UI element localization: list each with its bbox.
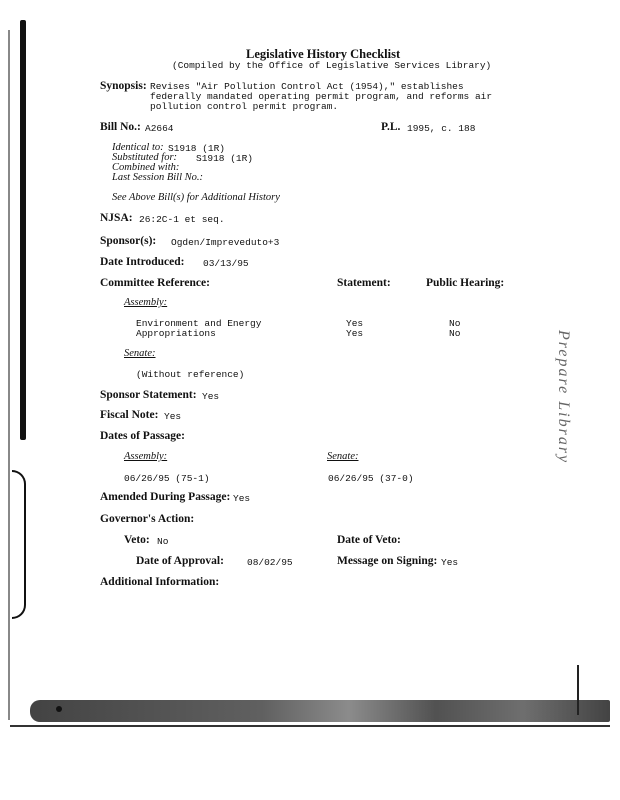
date-introduced-value: 03/13/95 <box>203 258 249 269</box>
sponsor-statement-value: Yes <box>202 391 220 402</box>
see-above-note: See Above Bill(s) for Additional History <box>112 192 280 203</box>
margin-brace <box>12 470 26 619</box>
committee-senate-value: (Without reference) <box>136 369 245 380</box>
pl-label: P.L. <box>381 121 401 133</box>
veto-value: No <box>157 536 169 547</box>
amended-value: Yes <box>233 493 251 504</box>
synopsis-line-3: pollution control permit program. <box>150 101 339 112</box>
pl-value: 1995, c. 188 <box>407 123 476 134</box>
fiscal-note-value: Yes <box>164 411 182 422</box>
statement-header: Statement: <box>337 277 391 289</box>
page-subtitle: (Compiled by the Office of Legislative Services Library) <box>172 60 492 71</box>
last-session-label: Last Session Bill No.: <box>112 172 204 183</box>
committee-reference-label: Committee Reference: <box>100 277 210 289</box>
fiscal-note-label: Fiscal Note: <box>100 409 159 421</box>
committee-row-name: Appropriations <box>136 328 216 339</box>
combined-label: Combined with: <box>112 162 180 173</box>
message-on-signing-value: Yes <box>441 557 459 568</box>
amended-label: Amended During Passage: <box>100 491 231 503</box>
scan-dot <box>56 706 62 712</box>
sponsor-statement-label: Sponsor Statement: <box>100 389 197 401</box>
committee-assembly-label: Assembly: <box>124 297 168 308</box>
binding-shadow <box>20 20 26 440</box>
additional-information-label: Additional Information: <box>100 576 220 588</box>
synopsis-label: Synopsis: <box>100 80 147 92</box>
dates-of-passage-label: Dates of Passage: <box>100 430 185 442</box>
passage-assembly-label: Assembly: <box>124 451 168 462</box>
passage-assembly-value: 06/26/95 (75-1) <box>124 473 210 484</box>
margin-handwriting: Prepare Library <box>555 330 572 465</box>
message-on-signing-label: Message on Signing: <box>337 555 438 567</box>
committee-row-statement: Yes <box>346 318 364 329</box>
scan-edge-line <box>8 30 10 720</box>
bill-no-label: Bill No.: <box>100 121 141 133</box>
synopsis-line-1: Revises "Air Pollution Control Act (1954)," establishes <box>150 81 464 92</box>
page-title: Legislative History Checklist <box>246 47 401 61</box>
veto-label: Veto: <box>124 534 150 546</box>
passage-senate-label: Senate: <box>327 451 359 462</box>
date-introduced-label: Date Introduced: <box>100 256 185 268</box>
substituted-value: S1918 (1R) <box>196 153 254 164</box>
scan-bottom-shadow <box>30 700 610 722</box>
committee-row-hearing: No <box>449 318 461 329</box>
sponsor-label: Sponsor(s): <box>100 235 157 247</box>
governors-action-label: Governor's Action: <box>100 513 195 525</box>
committee-row-hearing: No <box>449 328 461 339</box>
public-hearing-header: Public Hearing: <box>426 277 505 289</box>
identical-value: S1918 (1R) <box>168 143 226 154</box>
substituted-label: Substituted for: <box>112 152 178 163</box>
sponsor-value: Ogden/Impreveduto+3 <box>171 237 280 248</box>
njsa-value: 26:2C-1 et seq. <box>139 214 225 225</box>
njsa-label: NJSA: <box>100 212 133 224</box>
committee-senate-label: Senate: <box>124 348 156 359</box>
date-of-approval-label: Date of Approval: <box>136 555 224 567</box>
scan-right-line <box>577 665 579 715</box>
date-of-veto-label: Date of Veto: <box>337 534 401 546</box>
scan-bottom-line <box>10 725 610 727</box>
passage-senate-value: 06/26/95 (37-0) <box>328 473 414 484</box>
date-of-approval-value: 08/02/95 <box>247 557 293 568</box>
bill-no-value: A2664 <box>145 123 174 134</box>
committee-row-name: Environment and Energy <box>136 318 262 329</box>
synopsis-line-2: federally mandated operating permit program, and reforms air <box>150 91 493 102</box>
identical-label: Identical to: <box>112 142 164 153</box>
committee-row-statement: Yes <box>346 328 364 339</box>
